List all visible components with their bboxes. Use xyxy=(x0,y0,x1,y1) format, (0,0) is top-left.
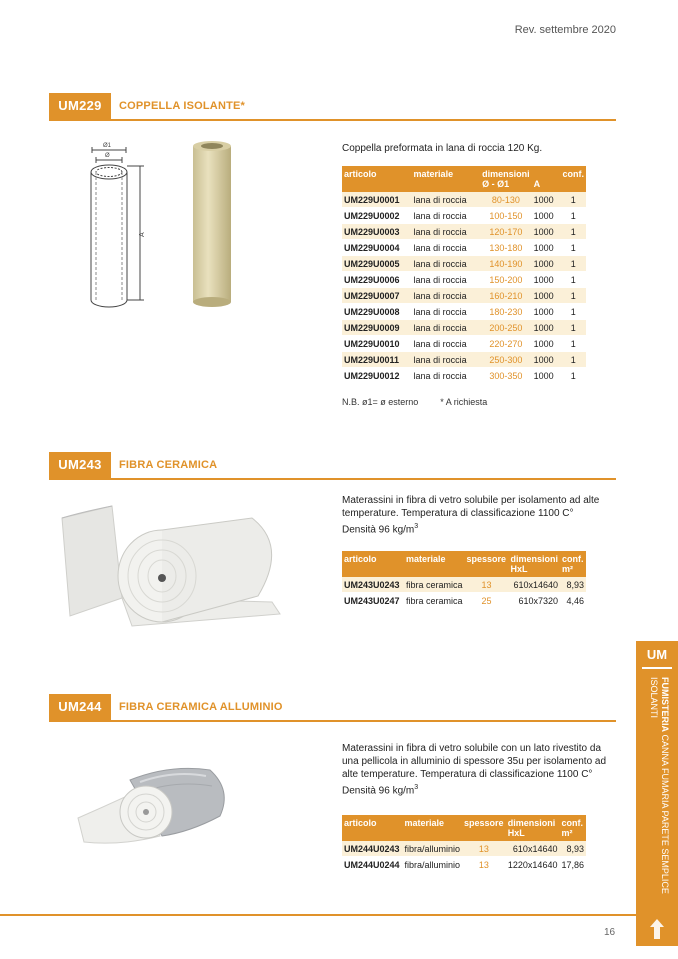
section-title: COPPELLA ISOLANTE* xyxy=(119,100,246,112)
col-materiale: materiale xyxy=(412,166,481,192)
col-conf: conf. m² xyxy=(559,815,586,841)
insulation-pipe-image xyxy=(190,140,234,308)
col-spessore: spessore xyxy=(462,815,506,841)
label-d1: Ø1 xyxy=(103,143,112,149)
section-code-badge: UM229 xyxy=(49,93,111,119)
table-notes xyxy=(342,397,487,407)
side-tab-code: UM xyxy=(646,647,668,662)
table-row: UM229U0005 lana di roccia 140-190 1000 1 xyxy=(342,256,586,272)
col-articolo: articolo xyxy=(342,815,402,841)
table-row: UM229U0006 lana di roccia 150-200 1000 1 xyxy=(342,272,586,288)
section-header-um229 xyxy=(49,93,616,121)
table-row: UM229U0011 lana di roccia 250-300 1000 1 xyxy=(342,352,586,368)
table-row: UM229U0010 lana di roccia 220-270 1000 1 xyxy=(342,336,586,352)
product-table-um229 xyxy=(342,166,586,387)
col-conf: conf. m² xyxy=(560,551,586,577)
col-spessore: spessore xyxy=(465,551,509,577)
aluminium-fiber-roll-image xyxy=(70,760,234,848)
up-arrow-icon[interactable] xyxy=(649,918,665,940)
note-on-request: * A richiesta xyxy=(440,397,488,407)
ceramic-fiber-roll-image xyxy=(52,498,284,630)
col-dimensioni: dimensioni HxL xyxy=(506,815,560,841)
table-row: UM229U0012 lana di roccia 300-350 1000 1 xyxy=(342,368,586,384)
table-row: UM229U0002 lana di roccia 100-150 1000 1 xyxy=(342,208,586,224)
side-tab-divider xyxy=(642,667,672,669)
table-row: UM243U0243 fibra ceramica 13 610x14640 8,93 xyxy=(342,577,586,593)
table-row: UM229U0007 lana di roccia 160-210 1000 1 xyxy=(342,288,586,304)
side-tab-category: FUMISTERIA CANNA FUMARIA PARETE SEMPLICE ISOLANTI xyxy=(649,677,670,894)
table-row: UM244U0244 fibra/alluminio 13 1220x14640 17,86 xyxy=(342,857,586,873)
col-dimensioni: dimensioni HxL xyxy=(509,551,561,577)
page-number: 16 xyxy=(604,927,616,938)
col-a: A xyxy=(532,166,561,192)
revision-date: Rev. settembre 2020 xyxy=(514,24,616,36)
label-a: A xyxy=(139,232,146,237)
col-materiale: materiale xyxy=(404,551,465,577)
section-title: FIBRA CERAMICA xyxy=(119,459,218,471)
table-row: UM229U0004 lana di roccia 130-180 1000 1 xyxy=(342,240,586,256)
col-conf: conf. xyxy=(561,166,587,192)
product-description: Materassini in fibra di vetro solubile con un lato rivestito da una pellicola in alluminio di spessore 35u per isolamento ad alte temperature. Temperatura di classificazione 1100 C° Densità 96 $kg/m^3$ xyxy=(342,743,607,797)
product-description: Materassini in fibra di vetro solubile per isolamento ad alte temperature. Temperatura di classificazione 1100 C° Densità 96 $kg/m^3$ xyxy=(342,495,600,536)
table-row: UM229U0001 lana di roccia 80-130 1000 1 xyxy=(342,192,586,208)
col-materiale: materiale xyxy=(402,815,462,841)
pipe-drawing xyxy=(82,142,152,312)
table-row: UM229U0008 lana di roccia 180-230 1000 1 xyxy=(342,304,586,320)
col-articolo: articolo xyxy=(342,551,404,577)
col-dimensioni: dimensioni Ø - Ø1 xyxy=(480,166,532,192)
table-row: UM229U0009 lana di roccia 200-250 1000 1 xyxy=(342,320,586,336)
section-code-badge: UM244 xyxy=(49,694,111,720)
section-header-um243 xyxy=(49,452,616,480)
section-code-badge: UM243 xyxy=(49,452,111,478)
footer-divider xyxy=(0,914,636,916)
section-header-um244 xyxy=(49,694,616,722)
category-side-tab[interactable] xyxy=(636,641,678,946)
label-d: Ø xyxy=(105,153,110,159)
section-title: FIBRA CERAMICA ALLUMINIO xyxy=(119,701,283,713)
col-articolo: articolo xyxy=(342,166,412,192)
table-row: UM243U0247 fibra ceramica 25 610x7320 4,46 xyxy=(342,593,586,609)
note-diameter: N.B. ø1= ø esterno xyxy=(342,397,419,407)
product-description: Coppella preformata in lana di roccia 120 Kg. xyxy=(342,143,543,154)
product-table-um243 xyxy=(342,551,586,612)
table-row: UM229U0003 lana di roccia 120-170 1000 1 xyxy=(342,224,586,240)
product-table-um244 xyxy=(342,815,586,876)
table-row: UM244U0243 fibra/alluminio 13 610x14640 8,93 xyxy=(342,841,586,857)
